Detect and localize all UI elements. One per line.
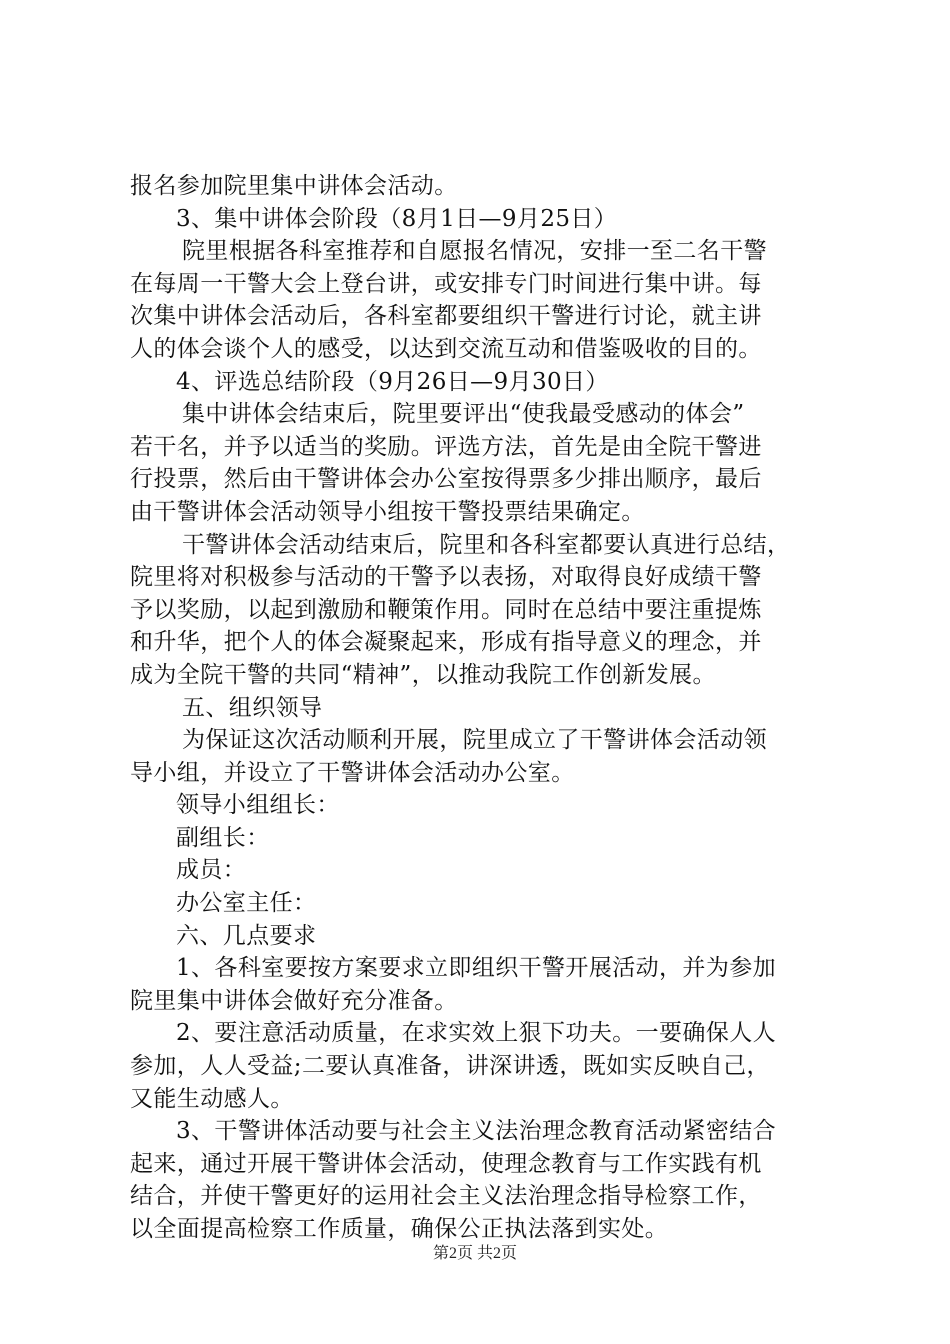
paragraph-line: 导小组，并设立了干警讲体会活动办公室。 — [130, 759, 575, 786]
paragraph-line: 又能生动感人。 — [130, 1085, 294, 1112]
page-number-footer: 第2页 共2页 — [432, 1245, 517, 1262]
paragraph-line: 参加，人人受益;二要认真准备，讲深讲透，既如实反映自己， — [130, 1053, 770, 1080]
section-heading-organization: 五、组织领导 — [182, 694, 323, 721]
paragraph-line: 干警讲体会活动结束后，院里和各科室都要认真进行总结， — [182, 531, 791, 558]
paragraph-line: 和升华，把个人的体会凝聚起来，形成有指导意义的理念，并 — [130, 629, 762, 656]
paragraph-line: 院里集中讲体会做好充分准备。 — [130, 987, 458, 1014]
paragraph-line: 成为全院干警的共同“精神”，以推动我院工作创新发展。 — [130, 661, 716, 688]
office-director-label: 办公室主任： — [176, 890, 317, 917]
paragraph-line: 若干名，并予以适当的奖励。评选方法，首先是由全院干警进 — [130, 433, 762, 460]
paragraph-line: 1、各科室要按方案要求立即组织干警开展活动，并为参加 — [176, 955, 777, 982]
members-label: 成员： — [176, 857, 247, 884]
paragraph-line: 集中讲体会结束后，院里要评出“使我最受感动的体会” — [182, 401, 745, 428]
paragraph-line: 在每周一干警大会上登台讲，或安排专门时间进行集中讲。每 — [130, 270, 762, 297]
paragraph-line: 次集中讲体会活动后，各科室都要组织干警进行讨论，就主讲 — [130, 303, 762, 330]
leader-label: 领导小组组长： — [176, 792, 340, 819]
paragraph-line: 起来，通过开展干警讲体会活动，使理念教育与工作实践有机 — [130, 1150, 762, 1177]
paragraph-line: 行投票，然后由干警讲体会办公室按得票多少排出顺序，最后 — [130, 466, 762, 493]
deputy-leader-label: 副组长： — [176, 824, 270, 851]
section-heading-stage-4: 4、评选总结阶段（9月26日—9月30日） — [176, 368, 609, 395]
paragraph-line: 2、要注意活动质量，在求实效上狠下功夫。一要确保人人 — [176, 1020, 777, 1047]
paragraph-line: 3、干警讲体活动要与社会主义法治理念教育活动紧密结合 — [176, 1118, 777, 1145]
paragraph-line: 人的体会谈个人的感受，以达到交流互动和借鉴吸收的目的。 — [130, 335, 762, 362]
paragraph-line: 由干警讲体会活动领导小组按干警投票结果确定。 — [130, 498, 645, 525]
section-heading-requirements: 六、几点要求 — [176, 922, 317, 949]
paragraph-line: 结合，并使干警更好的运用社会主义法治理念指导检察工作， — [130, 1183, 762, 1210]
paragraph-line: 院里根据各科室推荐和自愿报名情况，安排一至二名干警 — [182, 238, 767, 265]
paragraph-line: 予以奖励，以起到激励和鞭策作用。同时在总结中要注重提炼 — [130, 596, 762, 623]
section-heading-stage-3: 3、集中讲体会阶段（8月1日—9月25日） — [176, 205, 618, 232]
paragraph-line: 为保证这次活动顺利开展，院里成立了干警讲体会活动领 — [182, 727, 767, 754]
document-body — [130, 170, 830, 1246]
paragraph-line: 院里将对积极参与活动的干警予以表扬，对取得良好成绩干警 — [130, 564, 762, 591]
paragraph-line: 以全面提高检察工作质量，确保公正执法落到实处。 — [130, 1216, 669, 1242]
paragraph-line: 报名参加院里集中讲体会活动。 — [130, 173, 458, 199]
